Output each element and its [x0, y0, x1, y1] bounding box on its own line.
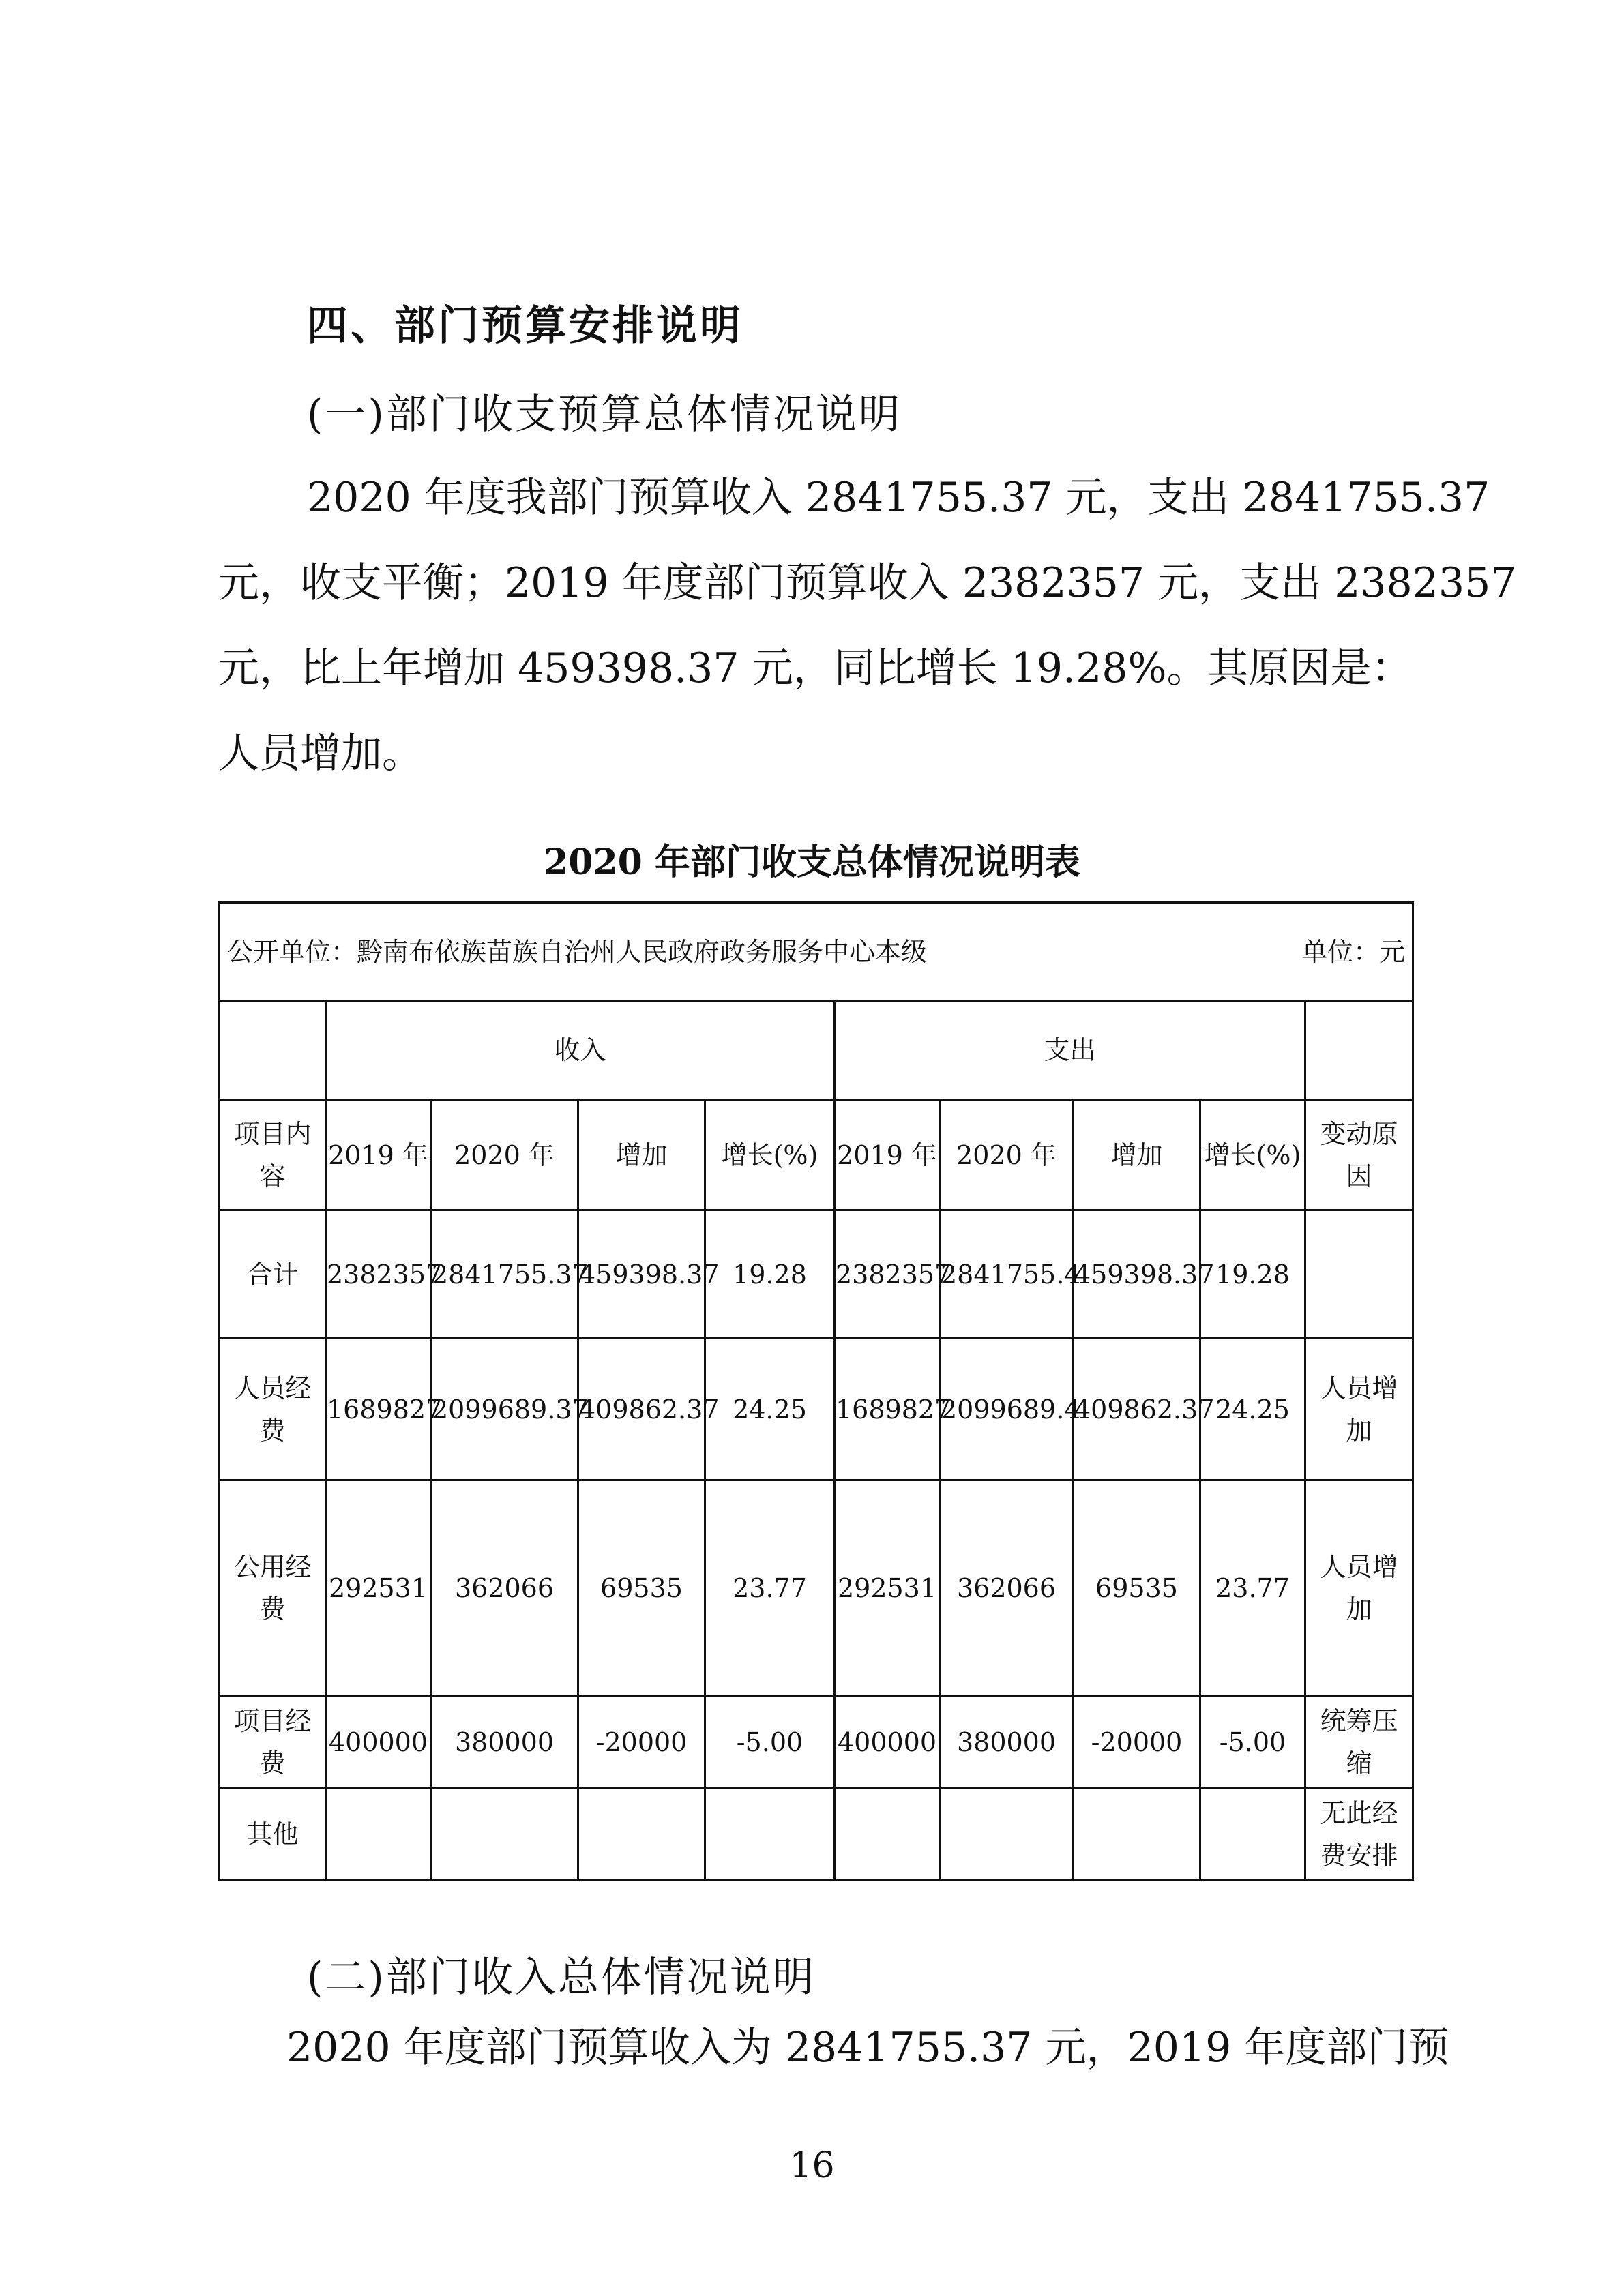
header-expense-increase: 增加	[1074, 1100, 1200, 1210]
cell: -20000	[1074, 1696, 1200, 1789]
cell	[1200, 1789, 1305, 1880]
table-row	[220, 1339, 1413, 1480]
cell: 380000	[431, 1696, 578, 1789]
cell: -5.00	[705, 1696, 835, 1789]
cell-reason: 人员增加	[1305, 1339, 1413, 1480]
header-item: 项目内容	[220, 1100, 326, 1210]
table-title: 2020 年部门收支总体情况说明表	[544, 841, 1080, 883]
paragraph-line-1: 2020 年度我部门预算收入 2841755.37 元，支出 2841755.37	[307, 474, 1490, 522]
cell: 69535	[1074, 1480, 1200, 1696]
cell: 409862.37	[578, 1339, 705, 1480]
row-label: 合计	[220, 1210, 326, 1339]
header-reason: 变动原因	[1305, 1100, 1413, 1210]
group-header-blank	[220, 1001, 326, 1100]
row-label: 人员经费	[220, 1339, 326, 1480]
paragraph-line-4: 人员增加。	[218, 730, 423, 777]
table-row	[220, 1480, 1413, 1696]
section-heading: 四、部门预算安排说明	[307, 302, 743, 350]
cell: 24.25	[1200, 1339, 1305, 1480]
cell	[1074, 1789, 1200, 1880]
cell: 292531	[326, 1480, 431, 1696]
cell	[705, 1789, 835, 1880]
cell: 409862.37	[1074, 1339, 1200, 1480]
cell: 400000	[835, 1696, 940, 1789]
cell: 292531	[835, 1480, 940, 1696]
cell: 2099689.37	[431, 1339, 578, 1480]
cell: 400000	[326, 1696, 431, 1789]
cell: 1689827	[326, 1339, 431, 1480]
subsection-title-2: (二)部门收入总体情况说明	[307, 1954, 816, 2001]
page-number: 16	[789, 2145, 835, 2186]
cell	[326, 1789, 431, 1880]
header-income-2020: 2020 年	[431, 1100, 578, 1210]
cell	[940, 1789, 1074, 1880]
header-expense-2020: 2020 年	[940, 1100, 1074, 1210]
header-income-2019: 2019 年	[326, 1100, 431, 1210]
cell-reason: 无此经费安排	[1305, 1789, 1413, 1880]
table-row	[220, 1210, 1413, 1339]
row-label: 项目经费	[220, 1696, 326, 1789]
table-row	[220, 1789, 1413, 1880]
cell: 362066	[431, 1480, 578, 1696]
cell: 2382357	[835, 1210, 940, 1339]
cell: 1689827	[835, 1339, 940, 1480]
cell-reason: 人员增加	[1305, 1480, 1413, 1696]
paragraph-line-2: 元，收支平衡；2019 年度部门预算收入 2382357 元，支出 2382357	[218, 559, 1517, 607]
cell: -5.00	[1200, 1696, 1305, 1789]
row-label: 其他	[220, 1789, 326, 1880]
subsection-title-1: (一)部门收支预算总体情况说明	[307, 391, 902, 438]
group-header-income: 收入	[326, 1001, 835, 1100]
cell: 459398.37	[578, 1210, 705, 1339]
row-label: 公用经费	[220, 1480, 326, 1696]
group-header-blank-right	[1305, 1001, 1413, 1100]
cell-reason: 统筹压缩	[1305, 1696, 1413, 1789]
cell: 23.77	[705, 1480, 835, 1696]
cell-reason	[1305, 1210, 1413, 1339]
paragraph-line-5: 2020 年度部门预算收入为 2841755.37 元，2019 年度部门预	[286, 2024, 1449, 2072]
cell	[578, 1789, 705, 1880]
cell	[835, 1789, 940, 1880]
currency-unit: 单位：元	[1301, 936, 1406, 967]
cell: 2382357	[326, 1210, 431, 1339]
budget-table	[218, 901, 1414, 1881]
unit-row	[220, 903, 1413, 1001]
cell: -20000	[578, 1696, 705, 1789]
header-income-increase: 增加	[578, 1100, 705, 1210]
cell: 2099689.4	[940, 1339, 1074, 1480]
header-expense-2019: 2019 年	[835, 1100, 940, 1210]
cell: 362066	[940, 1480, 1074, 1696]
header-income-growth: 增长(%)	[705, 1100, 835, 1210]
cell: 2841755.4	[940, 1210, 1074, 1339]
cell: 23.77	[1200, 1480, 1305, 1696]
cell: 459398.37	[1074, 1210, 1200, 1339]
cell: 69535	[578, 1480, 705, 1696]
cell: 2841755.37	[431, 1210, 578, 1339]
cell: 19.28	[705, 1210, 835, 1339]
table-row	[220, 1696, 1413, 1789]
cell: 24.25	[705, 1339, 835, 1480]
group-header-expense: 支出	[835, 1001, 1305, 1100]
header-expense-growth: 增长(%)	[1200, 1100, 1305, 1210]
cell	[431, 1789, 578, 1880]
cell: 380000	[940, 1696, 1074, 1789]
paragraph-line-3: 元，比上年增加 459398.37 元，同比增长 19.28%。其原因是：	[218, 644, 1413, 692]
publishing-unit: 公开单位：黔南布依族苗族自治州人民政府政务服务中心本级	[227, 936, 928, 967]
cell: 19.28	[1200, 1210, 1305, 1339]
